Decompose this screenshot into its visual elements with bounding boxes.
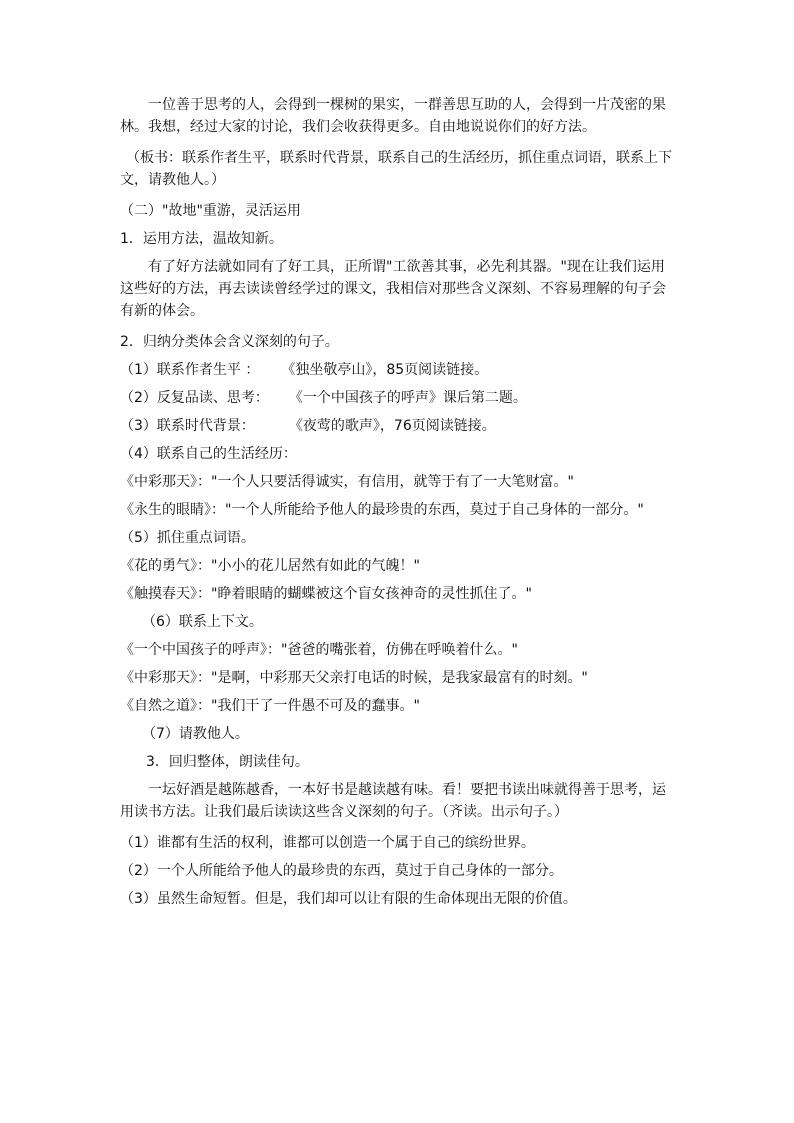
document-body [120, 94, 678, 916]
method-item-3 [120, 415, 678, 437]
paragraph-intro: 一位善于思考的人，会得到一棵树的果实，一群善思互助的人，会得到一片茂密的果林。我想，经过大家的讨论，我们会收获得更多。自由地说说你们的好方法。 [120, 97, 666, 135]
method-label-1: （1）联系作者生平 ： [120, 362, 260, 378]
quote-zhongcai-2: 《中彩那天》："是啊，中彩那天父亲打电话的时候，是我家最富有的时刻。" [120, 670, 588, 686]
step-heading-2: 2．归纳分类体会含义深刻的句子。 [120, 334, 339, 350]
method-item-5: （5）抓住重点词语。 [120, 530, 255, 546]
quote-huhusheng: 《一个中国孩子的呼声》："爸爸的嘴张着，仿佛在呼唤着什么。" [120, 642, 518, 658]
quote-huadeyongqi: 《花的勇气》："小小的花儿居然有如此的气魄！" [120, 558, 420, 574]
method-text-1: 《独坐敬亭山》，85页阅读链接。 [281, 362, 489, 378]
step-heading-1: 1．运用方法，温故知新。 [120, 231, 283, 247]
method-item-7: （7）请教他人。 [142, 726, 249, 742]
paragraph-blackboard: （板书：联系作者生平，联系时代背景，联系自己的生活经历，抓住重点词语，联系上下文，请教他人。） [120, 150, 672, 188]
method-item-2 [120, 387, 678, 409]
quote-zhongcai-1: 《中彩那天》："一个人只要活得诚实，有信用，就等于有了一大笔财富。" [120, 474, 574, 490]
paragraph-tools: 有了好方法就如同有了好工具，正所谓"工欲善其事，必先利其器。"现在让我们运用这些好的方法，再去读读曾经学过的课文，我相信对那些含义深刻、不容易理解的句子会有新的体会。 [120, 259, 666, 319]
sentence-2: （2）一个人所能给予他人的最珍贵的东西，莫过于自己身体的一部分。 [120, 863, 563, 879]
method-label-2: （2）反复品读、思考： [120, 390, 269, 406]
step-heading-3: 3．回归整体，朗读佳句。 [146, 754, 309, 770]
sentence-1: （1）谁都有生活的权利，谁都可以创造一个属于自己的缤纷世界。 [120, 835, 535, 851]
method-item-1 [120, 359, 678, 381]
quote-chumochuntian: 《触摸春天》："睁着眼睛的蝴蝶被这个盲女孩神奇的灵性抓住了。" [120, 586, 532, 602]
quote-ziranzhidao: 《自然之道》："我们干了一件愚不可及的蠢事。" [120, 698, 420, 714]
method-text-3: 《夜莺的歌声》，76页阅读链接。 [288, 418, 496, 434]
method-label-3: （3）联系时代背景： [120, 418, 255, 434]
paragraph-wine: 一坛好酒是越陈越香，一本好书是越读越有味。看！要把书读出味就得善于思考，运用读书方法。让我们最后读读这些含义深刻的句子。（齐读。出示句子。） [120, 782, 666, 820]
quote-yongsheng: 《永生的眼睛》："一个人所能给予他人的最珍贵的东西，莫过于自己身体的一部分。" [120, 502, 644, 518]
sentence-3: （3）虽然生命短暂。但是，我们却可以让有限的生命体现出无限的价值。 [120, 891, 577, 907]
method-text-2: 《一个中国孩子的呼声》课后第二题。 [288, 390, 527, 406]
section-heading-2: （二）"故地"重游，灵活运用 [120, 203, 301, 219]
method-item-6: （6）联系上下文。 [142, 614, 263, 630]
method-item-4: （4）联系自己的生活经历： [120, 446, 297, 462]
